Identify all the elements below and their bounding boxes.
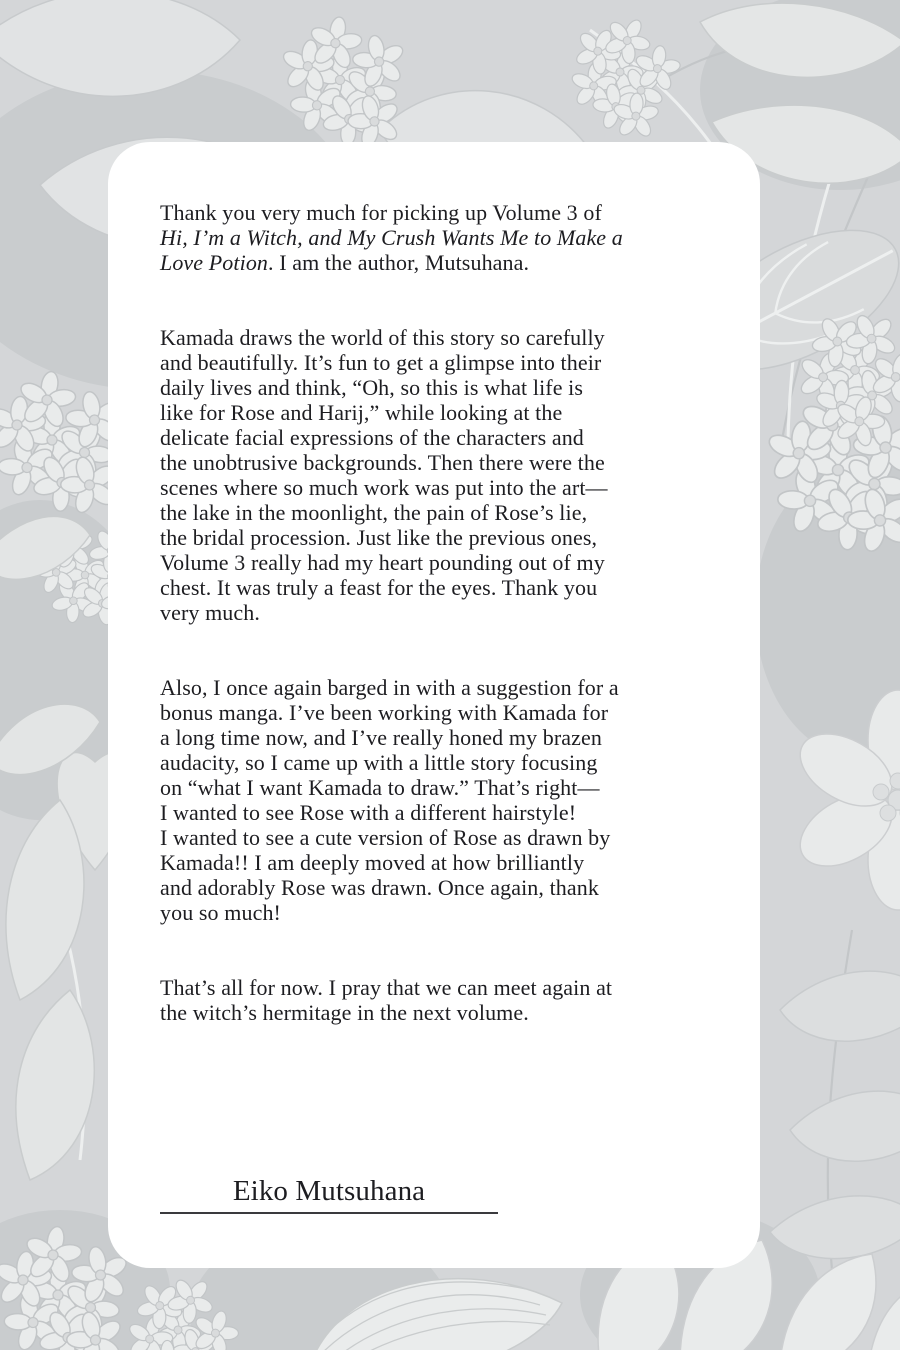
- intro-text: Thank you very much for picking up Volume 3 of: [160, 200, 602, 225]
- afterword-card: [108, 142, 760, 1268]
- paragraph-closing: That’s all for now. I pray that we can meet again at the witch’s hermitage in the next volume.: [160, 975, 613, 1025]
- intro-text-rest: . I am the author, Mutsuhana.: [268, 250, 530, 275]
- afterword-text: [160, 200, 724, 1214]
- paragraph-art-praise: Kamada draws the world of this story so carefully and beautifully. It’s fun to get a glimpse into their daily lives and think, “Oh, so this is what life is like for Rose and Harij,” while looking at the delicate facial expressions of the characters and the unobtrusive backgrounds. Then there were the scenes where so much work was put into the art— the lake in the moonlight, the pain of Rose’s lie, the bridal procession. Just like the previous ones, Volume 3 really had my heart pounding out of my chest. It was truly a feast for the eyes. Thank you very much.: [160, 325, 608, 625]
- paragraph-bonus-manga: Also, I once again barged in with a suggestion for a bonus manga. I’ve been working with Kamada for a long time now, and I’ve really honed my brazen audacity, so I came up with a little story focusing on “what I want Kamada to draw.” That’s right— I wanted to see Rose with a different hairstyle! I wanted to see a cute version of Rose as drawn by Kamada!! I am deeply moved at how brilliantly and adorably Rose was drawn. Once again, thank you so much!: [160, 675, 619, 925]
- book-title-line2: Love Potion: [160, 250, 269, 275]
- author-signature: Eiko Mutsuhana: [160, 1175, 498, 1214]
- paragraph-intro: [160, 200, 724, 275]
- book-title-line1: Hi, I’m a Witch, and My Crush Wants Me to Make a: [160, 225, 623, 250]
